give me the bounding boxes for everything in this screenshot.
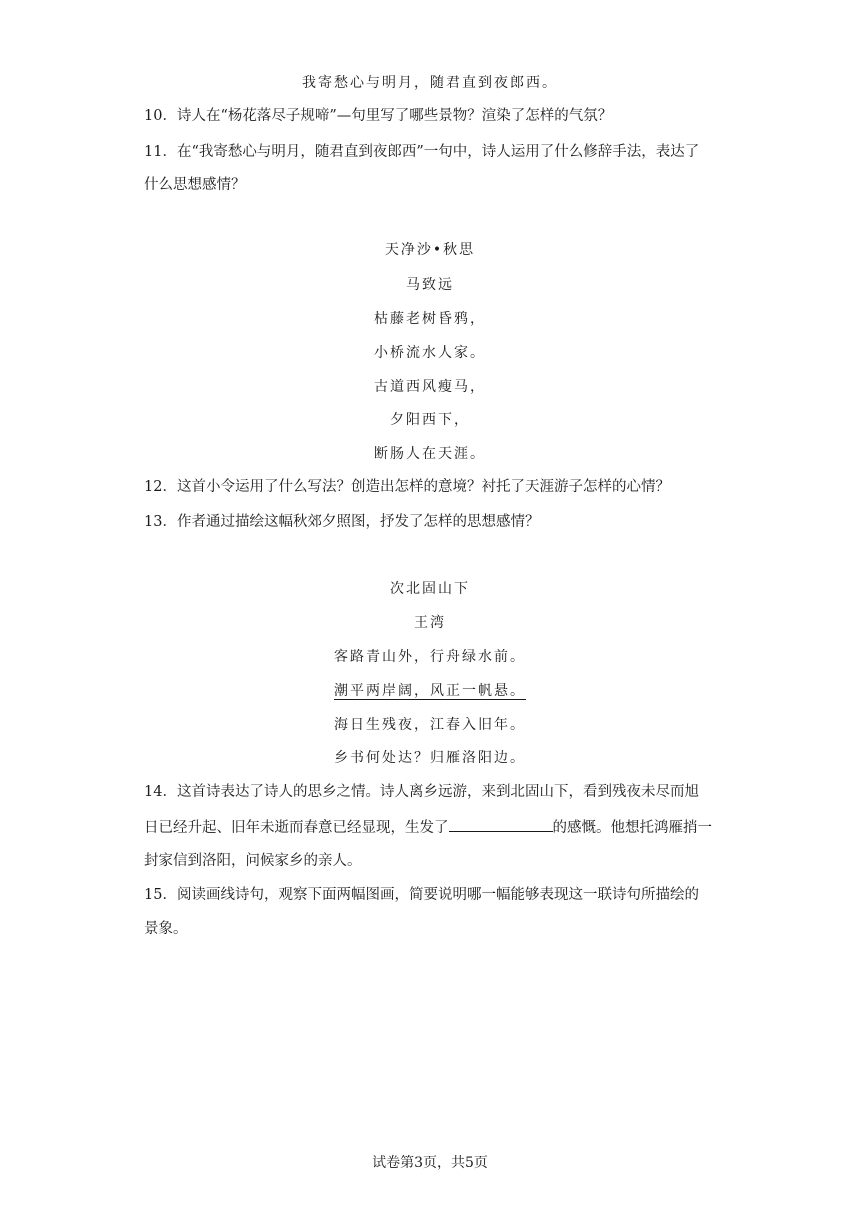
answer-blank[interactable] xyxy=(449,817,553,832)
page-footer: 试卷第3页，共5页 xyxy=(372,1155,488,1171)
poem-line: 乡书何处达？归雁洛阳边。 xyxy=(334,750,526,766)
poem-title: 次北固山下 xyxy=(390,581,470,597)
poem-line: 小桥流水人家。 xyxy=(374,345,486,361)
poem-line: 断肠人在天涯。 xyxy=(374,446,486,462)
question-14-line-2 xyxy=(144,817,720,838)
poem-title: 天净沙•秋思 xyxy=(384,242,476,258)
poem-line: 枯藤老树昏鸦， xyxy=(374,311,486,327)
poem-line-underlined xyxy=(0,681,860,701)
question-12: 12．这首小令运用了什么写法？创造出怎样的意境？衬托了天涯游子怎样的心情？ xyxy=(144,479,670,495)
poem-line: 海日生残夜，江春入旧年。 xyxy=(334,717,526,733)
question-11-line-2: 什么思想感情？ xyxy=(144,177,246,193)
question-14-text-before-blank: 日已经升起、旧年未逝而春意已经显现，生发了 xyxy=(144,820,449,836)
poem-line: 客路青山外，行舟绿水前。 xyxy=(334,649,526,665)
poem-author: 王湾 xyxy=(414,615,446,631)
question-14-line-3: 封家信到洛阳，问候家乡的亲人。 xyxy=(144,853,362,869)
question-14-text-after-blank: 的感慨。他想托鸿雁捎一 xyxy=(552,820,712,836)
question-11-line-1: 11．在“我寄愁心与明月，随君直到夜郎西”一句中，诗人运用了什么修辞手法，表达了 xyxy=(144,144,700,160)
question-10: 10．诗人在“杨花落尽子规啼”—句里写了哪些景物？渲染了怎样的气氛？ xyxy=(144,108,613,124)
poem-line: 古道西风瘦马， xyxy=(374,379,486,395)
poem-author: 马致远 xyxy=(406,277,454,293)
poem-line: 我寄愁心与明月，随君直到夜郎西。 xyxy=(302,75,558,91)
question-14-line-1: 14．这首诗表达了诗人的思乡之情。诗人离乡远游，来到北固山下，看到残夜未尽而旭 xyxy=(144,784,699,800)
question-15-line-2: 景象。 xyxy=(144,921,188,937)
poem-line: 夕阳西下， xyxy=(390,412,470,428)
question-13: 13．作者通过描绘这幅秋郊夕照图，抒发了怎样的思想感情？ xyxy=(144,514,540,530)
underlined-verse: 潮平两岸阔，风正一帆悬。 xyxy=(334,683,526,699)
question-15-line-1: 15．阅读画线诗句，观察下面两幅图画，简要说明哪一幅能够表现这一联诗句所描绘的 xyxy=(144,887,699,903)
